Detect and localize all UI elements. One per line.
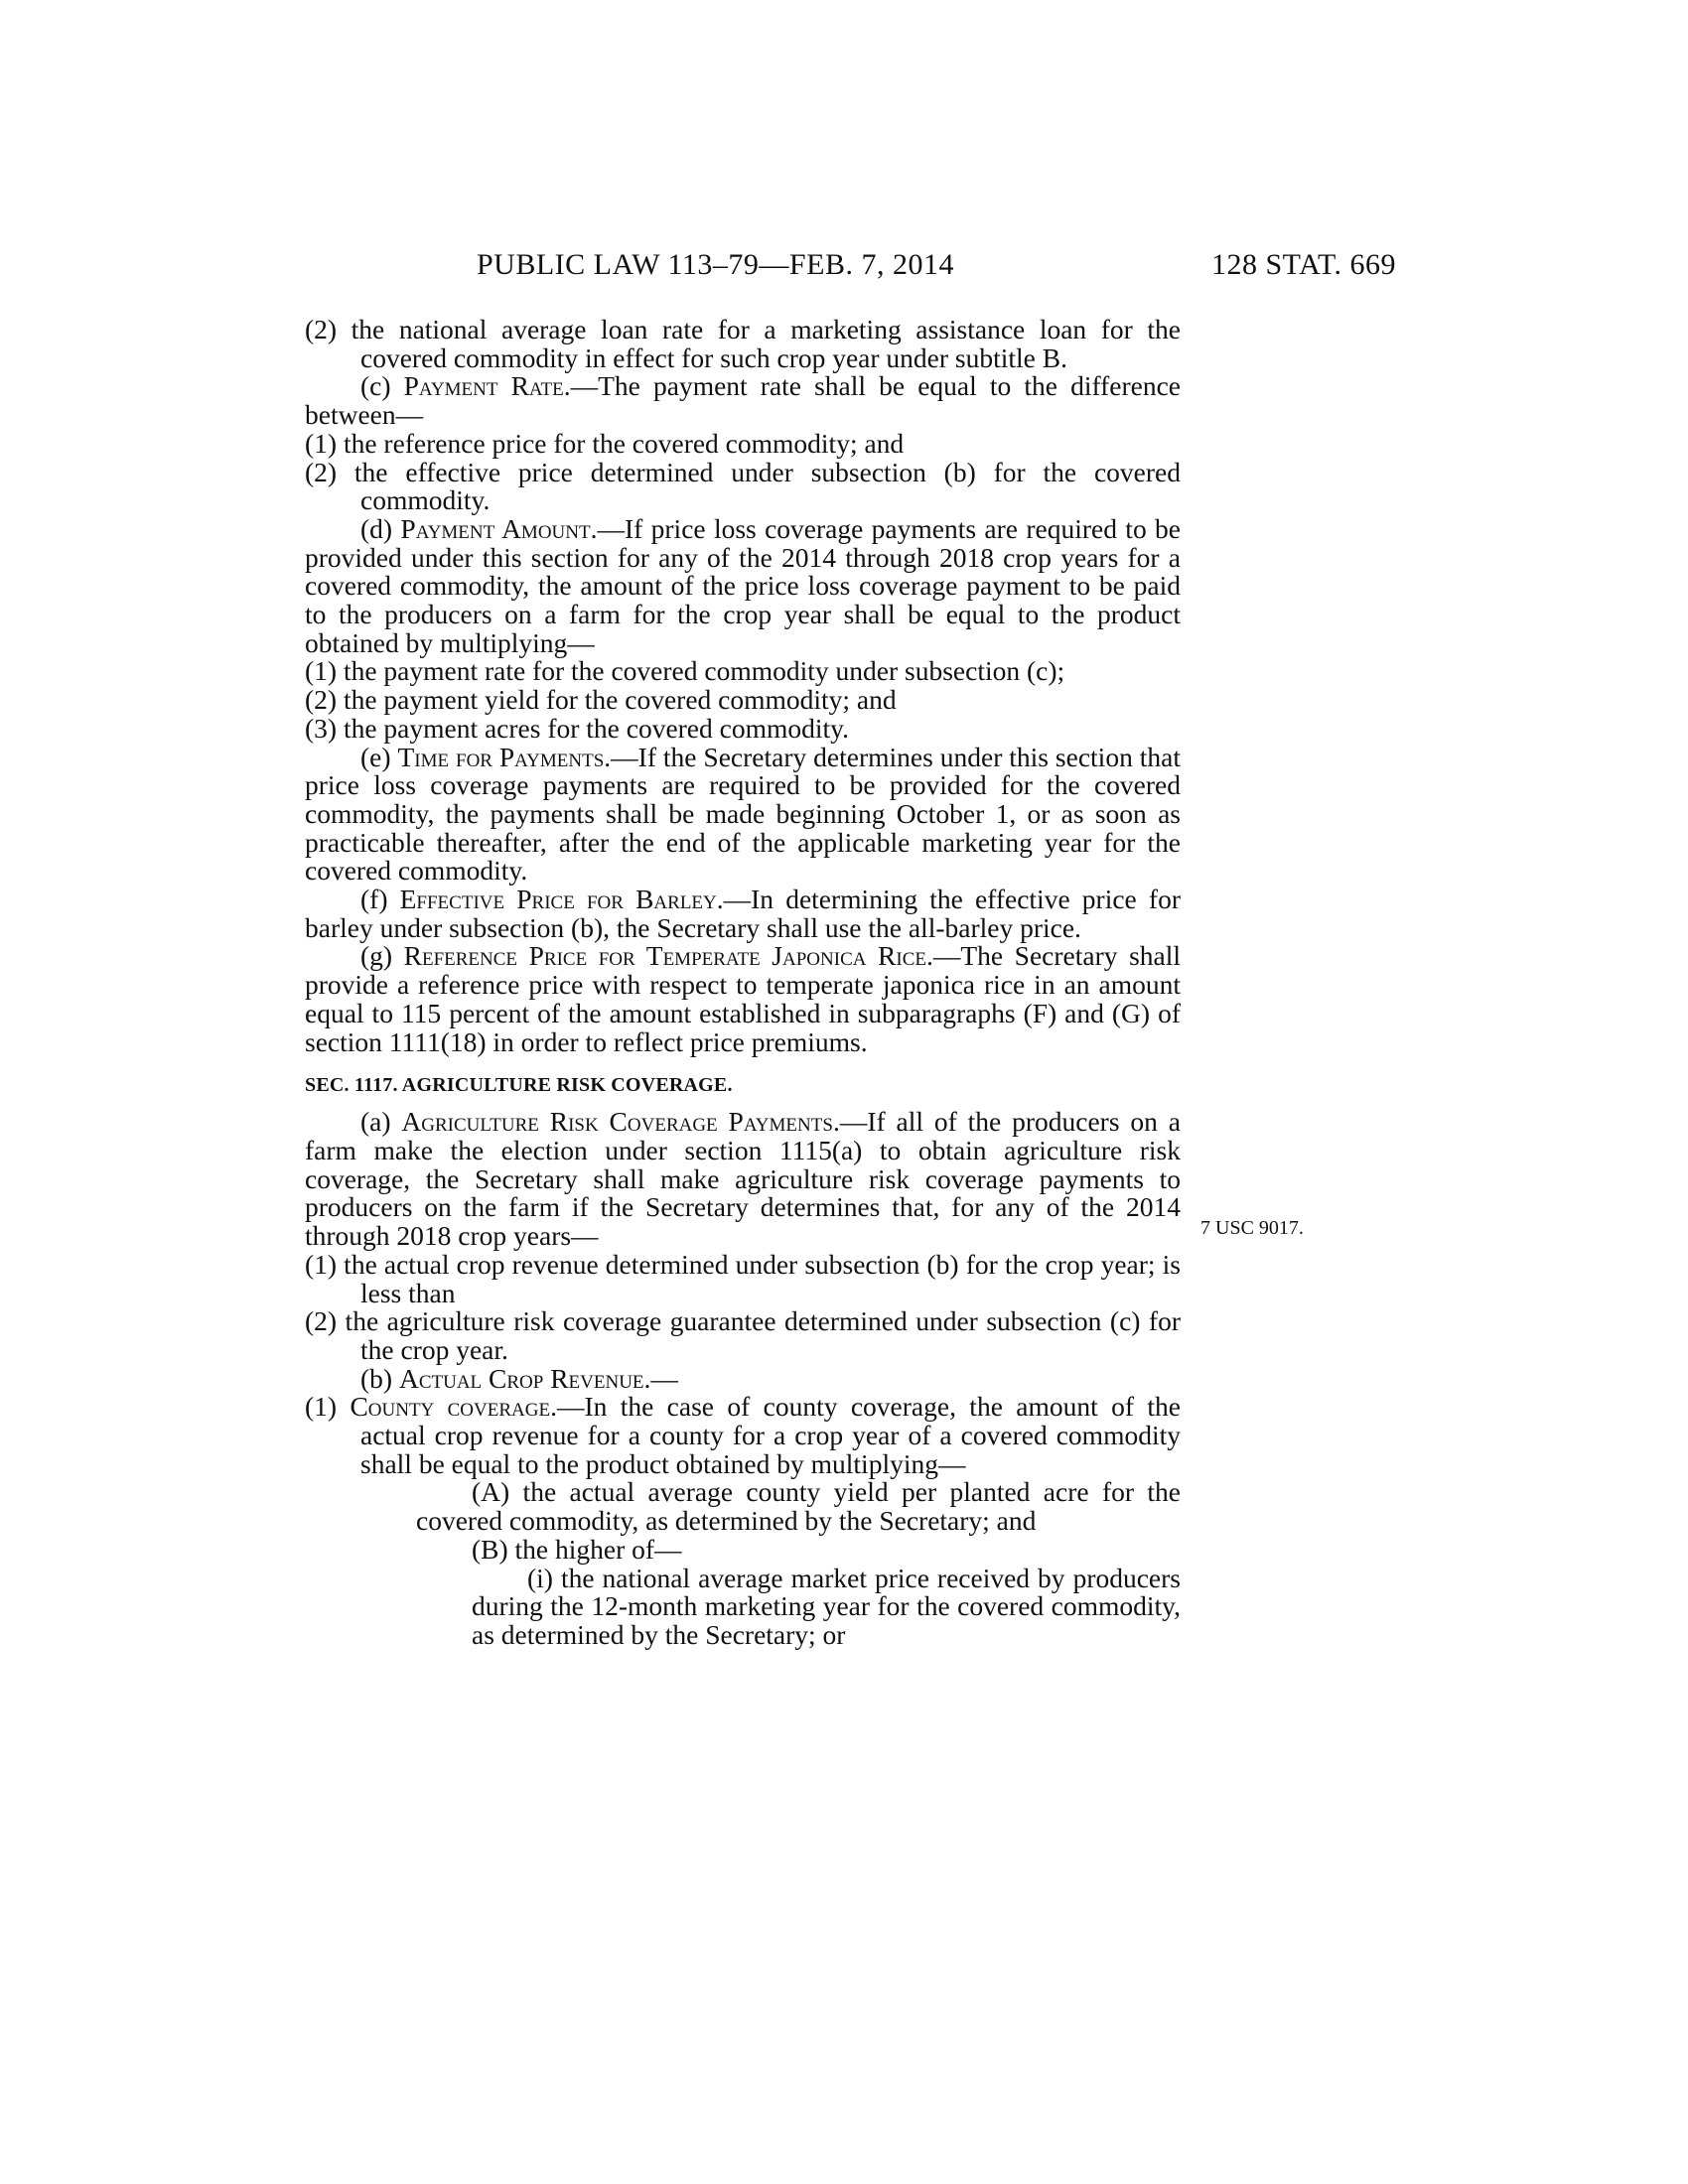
paragraph-e xyxy=(305,741,1181,887)
label: (e) xyxy=(360,741,398,772)
paragraph-f xyxy=(305,886,1181,942)
subsection-heading: Time for Payments xyxy=(397,741,605,772)
paragraph-b1 xyxy=(305,1393,1181,1478)
subsection-heading: Payment Rate xyxy=(403,370,564,402)
subsection-heading: Actual Crop Revenue xyxy=(398,1362,644,1394)
subsection-heading: Reference Price for Temperate Japonica Rice xyxy=(403,940,926,972)
paragraph-bBi: (i) the national average market price received by producers during the 12-month marketing year for the covered commodity, as determined by the Secretary; or xyxy=(472,1562,1181,1650)
paragraph-text: .— xyxy=(643,1362,678,1394)
paragraph-a xyxy=(305,1108,1181,1251)
paragraph-c1: (1) the reference price for the covered commodity; and xyxy=(305,427,905,459)
paragraph-b xyxy=(305,1362,1181,1394)
running-head: PUBLIC LAW 113–79—FEB. 7, 2014 xyxy=(477,248,954,281)
subsection-heading: Payment Amount xyxy=(400,512,591,544)
paragraph-a2: (2) the agriculture risk coverage guarantee determined under subsection (c) for the crop year. xyxy=(305,1305,1181,1365)
paragraph-bB: (B) the higher of— xyxy=(472,1533,682,1565)
paragraph-g xyxy=(305,942,1181,1056)
paragraph-bA: (A) the actual average county yield per planted acre for the covered commodity, as determined by the Secretary; and xyxy=(416,1476,1181,1537)
paragraph-d1: (1) the payment rate for the covered commodity under subsection (c); xyxy=(305,655,1065,687)
stat-citation: 128 STAT. 669 xyxy=(1211,248,1397,281)
paragraph-text: .—In the case of county coverage, the amount of the actual crop revenue for a county for a crop year of a covered commodity shall be equal to the product obtained by multiplying— xyxy=(360,1391,1181,1479)
label: (d) xyxy=(360,512,401,544)
document-body xyxy=(305,316,1181,1650)
paragraph-text: .—The payment rate shall be equal to the difference between— xyxy=(305,370,1182,431)
paragraph-d2: (2) the payment yield for the covered commodity; and xyxy=(305,684,897,716)
label: (f) xyxy=(360,884,400,915)
label: (c) xyxy=(360,370,404,402)
paragraph-text: .—If the Secretary determines under this section that price loss coverage payments are required to be provided for the covered commodity, the payments shall be made beginning October 1, or as soon as practicable thereafter, after the end of the applicable marketing year for the covered commodity. xyxy=(305,741,1181,887)
paragraph-p1: (2) the national average loan rate for a marketing assistance loan for the covered commodity in effect for such crop year under subtitle B. xyxy=(305,314,1181,373)
paragraph-d xyxy=(305,512,1181,658)
label: (b) xyxy=(360,1362,399,1394)
paragraph-text: .—If all of the producers on a farm make the election under section 1115(a) to obtain agriculture risk coverage, the Secretary shall make agriculture risk coverage payments to producers on the farm if the Secretary determines that, for any of the 2014 through 2018 crop years— xyxy=(305,1106,1181,1252)
label: (a) xyxy=(360,1106,402,1138)
paragraph-c xyxy=(305,372,1181,429)
paragraph-d3: (3) the payment acres for the covered commodity. xyxy=(305,712,849,744)
paragraph-c2: (2) the effective price determined under subsection (b) for the covered commodity. xyxy=(305,456,1181,516)
section-heading: SEC. 1117. AGRICULTURE RISK COVERAGE. xyxy=(305,1074,733,1097)
paragraph-text: .—The Secretary shall provide a reference price with respect to temperate japonica rice in an amount equal to 115 percent of the amount established in subparagraphs (F) and (G) of section 1111(18) in order to reflect price premiums. xyxy=(305,940,1182,1057)
margin-note-usc: 7 USC 9017. xyxy=(1200,1217,1304,1239)
paragraph-text: .—In determining the effective price for barley under subsection (b), the Secretary shall use the all-barley price. xyxy=(305,884,1181,943)
label: (g) xyxy=(360,940,404,972)
subsection-heading: Agriculture Risk Coverage Payments xyxy=(401,1106,833,1138)
paragraph-heading: County coverage xyxy=(350,1391,551,1423)
label: (1) xyxy=(305,1391,351,1423)
paragraph-text: .—If price loss coverage payments are required to be provided under this section for any of the 2014 through 2018 crop years for a covered commodity, the amount of the price loss coverage payment to be paid to the producers on a farm for the crop year shall be equal to the product obtained by multiplying— xyxy=(305,512,1181,658)
subsection-heading: Effective Price for Barley xyxy=(399,884,717,915)
paragraph-a1: (1) the actual crop revenue determined under subsection (b) for the crop year; is less than xyxy=(305,1248,1181,1308)
